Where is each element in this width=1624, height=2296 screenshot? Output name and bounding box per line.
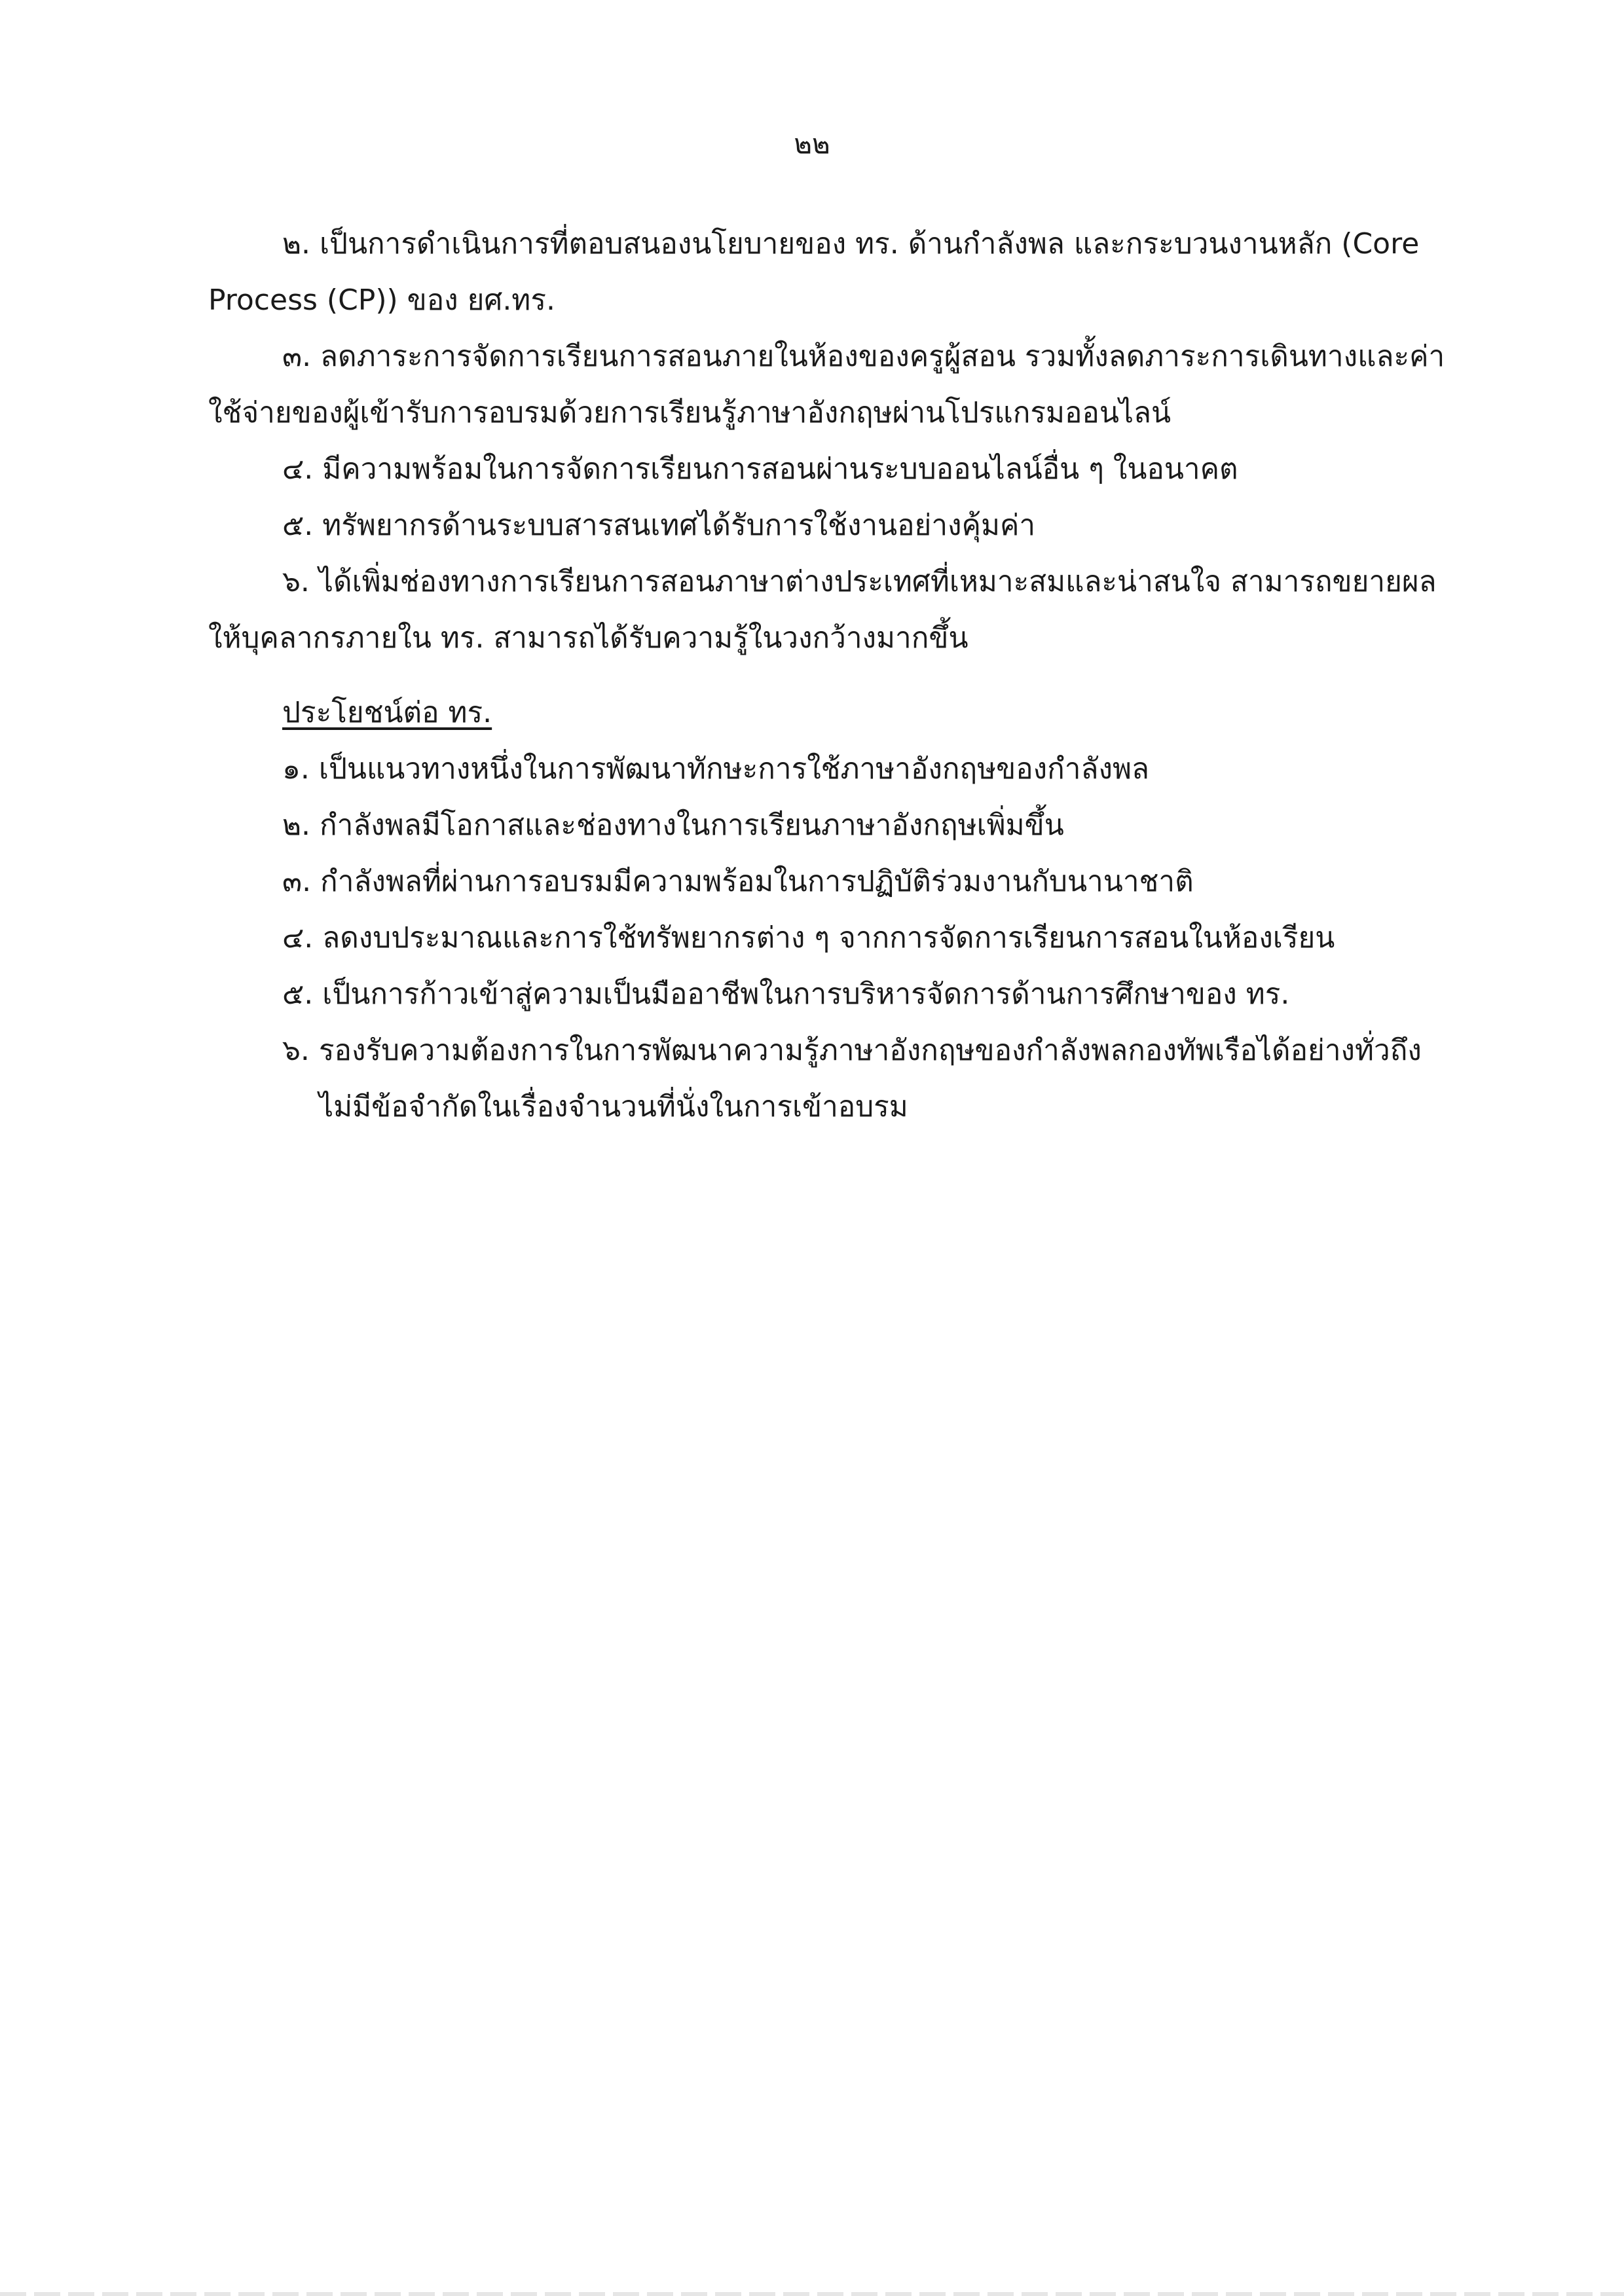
benefit-item-2: ๒. กำลังพลมีโอกาสและช่องทางในการเรียนภาษาอังกฤษเพิ่มขึ้น xyxy=(282,809,1064,842)
document-body xyxy=(208,216,1452,1135)
intro-item-6: ๖. ได้เพิ่มช่องทางการเรียนการสอนภาษาต่างประเทศที่เหมาะสมและน่าสนใจ สามารถขยายผลให้บุคลากรภายใน ทร. สามารถได้รับความรู้ในวงกว้างมากขึ้น xyxy=(208,565,1437,655)
benefit-item-1: ๑. เป็นแนวทางหนึ่งในการพัฒนาทักษะการใช้ภาษาอังกฤษของกำลังพล xyxy=(282,752,1149,786)
benefit-item-4: ๔. ลดงบประมาณและการใช้ทรัพยากรต่าง ๆ จากการจัดการเรียนการสอนในห้องเรียน xyxy=(282,921,1335,955)
benefit-item-5: ๕. เป็นการก้าวเข้าสู่ความเป็นมืออาชีพในการบริหารจัดการด้านการศึกษาของ ทร. xyxy=(282,977,1290,1011)
intro-item-2: ๒. เป็นการดำเนินการที่ตอบสนองนโยบายของ ทร. ด้านกำลังพล และกระบวนงานหลัก (Core Process (CP)) ของ ยศ.ทร. xyxy=(208,227,1420,317)
intro-item-4: ๔. มีความพร้อมในการจัดการเรียนการสอนผ่านระบบออนไลน์อื่น ๆ ในอนาคต xyxy=(282,452,1238,486)
intro-item-3: ๓. ลดภาระการจัดการเรียนการสอนภายในห้องของครูผู้สอน รวมทั้งลดภาระการเดินทางและค่าใช้จ่ายของผู้เข้ารับการอบรมด้วยการเรียนรู้ภาษาอังกฤษผ่านโปรแกรมออนไลน์ xyxy=(208,340,1445,429)
benefits-list xyxy=(208,741,1452,1135)
benefits-heading: ประโยชน์ต่อ ทร. xyxy=(282,696,492,729)
benefit-item-6: ๖. รองรับความต้องการในการพัฒนาความรู้ภาษาอังกฤษของกำลังพลกองทัพเรือได้อย่างทั่วถึง ไม่มีข้อจำกัดในเรื่องจำนวนที่นั่งในการเข้าอบรม xyxy=(282,1034,1422,1123)
benefit-item-3: ๓. กำลังพลที่ผ่านการอบรมมีความพร้อมในการปฏิบัติร่วมงานกับนานาชาติ xyxy=(282,865,1194,898)
page-number: ๒๒ xyxy=(794,128,830,160)
scan-edge-line xyxy=(0,2292,1624,2296)
intro-item-5: ๕. ทรัพยากรด้านระบบสารสนเทศได้รับการใช้งานอย่างคุ้มค่า xyxy=(282,509,1036,542)
